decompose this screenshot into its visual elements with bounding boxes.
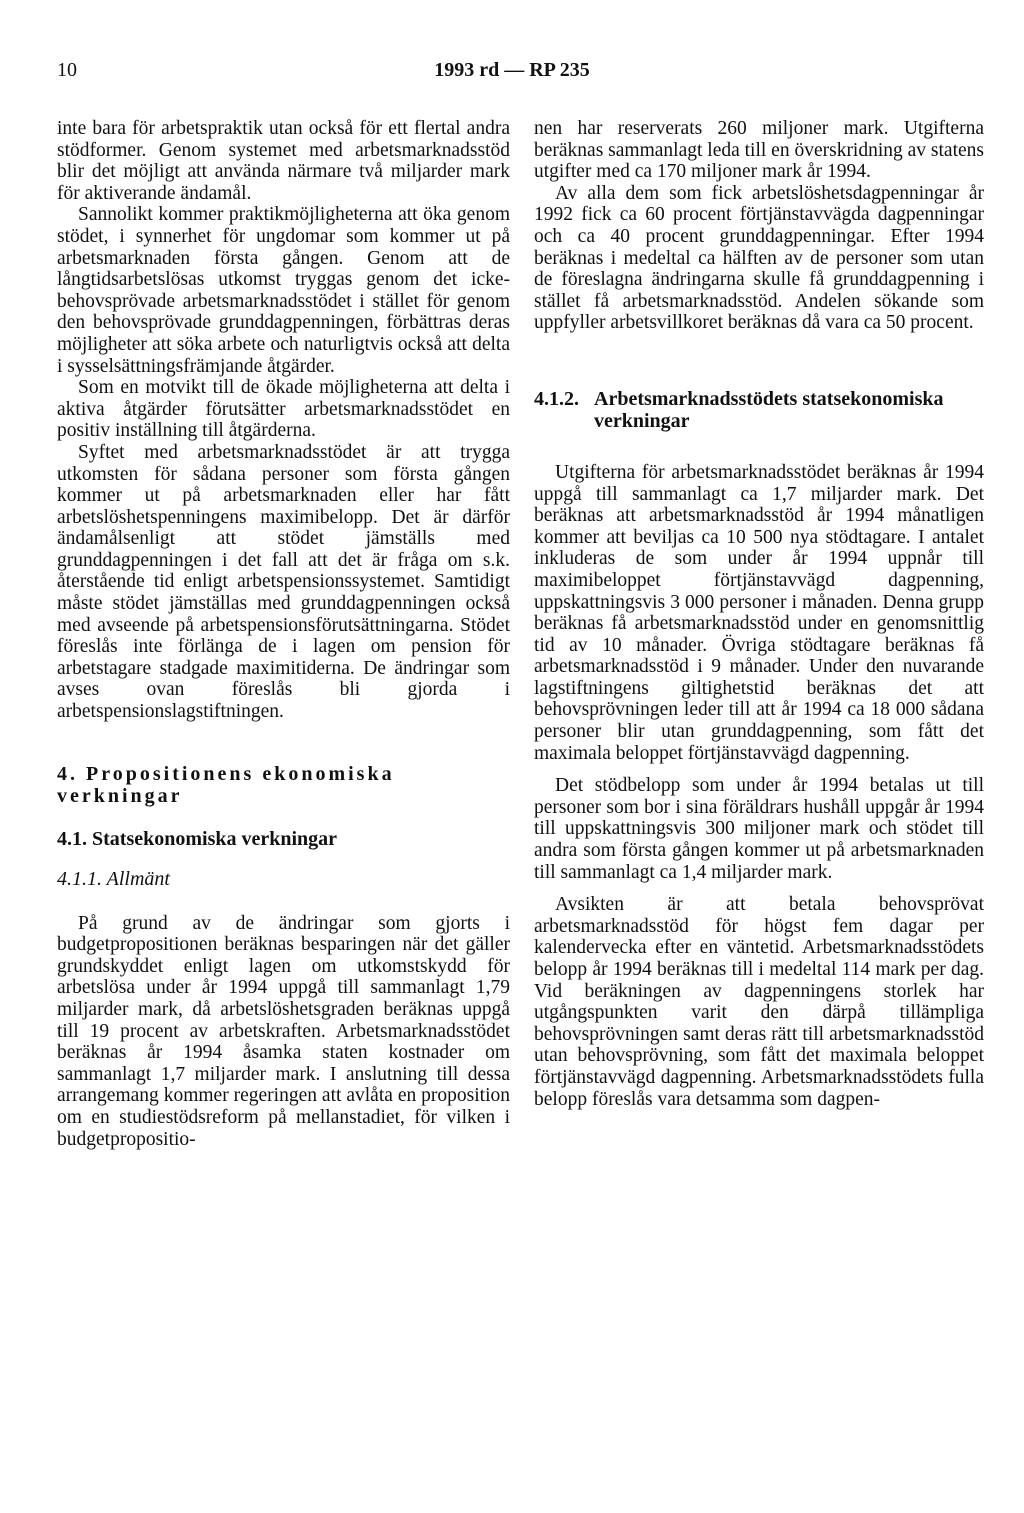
section-heading: 4. Propositionens ekonomiska verkningar [57, 762, 395, 807]
paragraph: Syftet med arbetsmarknadsstödet är att trygga utkomsten för sådana personer som första gången kommer ut på arbetsmarknaden eller har fått arbetslöshetspenningens maximibelopp. Det är därför ändamålsenligt att stödet jämställs med grunddagpenningen i det fall att det är fråga om s.k. återstående tid enligt arbetspensionssystemet. Samtidigt måste stödet jämställas med grunddagpenningen också med avseende på arbetspensionsförutsättningarna. Stödet föreslås inte förlänga de i lagen om pension för arbetstagare stadgade maximitiderna. De ändringar som avses ovan föreslås bli gjorda i arbetspensionslagstiftningen. [57, 441, 510, 723]
heading-number: 4.1.2. [534, 387, 579, 410]
paragraph: Av alla dem som fick arbetslöshetsdagpenningar år 1992 fick ca 60 procent förtjänstavvägda dagpenningar och ca 40 procent grunddagpenningar. Efter 1994 beräknas i medeltal ca hälften av de personer som utan de föreslagna ändringarna skulle få grunddagpenning i stället få arbetsmarknadsstöd. Andelen sökande som uppfyller arbetsvillkoret beräknas då vara ca 50 procent. [534, 182, 984, 334]
heading-text: Arbetsmarknadsstödets statsekonomiska verkningar [594, 387, 944, 432]
left-column [57, 118, 510, 1150]
running-title: 1993 rd — RP 235 [434, 59, 590, 81]
paragraph: inte bara för arbetspraktik utan också för ett flertal andra stödformer. Genom systemet med arbetsmarknadsstöd blir det möjligt att använda närmare två miljarder mark för aktiverande ändamål. [57, 118, 510, 204]
paragraph: nen har reserverats 260 miljoner mark. Utgifterna beräknas sammanlagt leda till en överskridning av statens utgifter med ca 170 miljoner mark år 1994. [534, 118, 984, 183]
paragraph: Det stödbelopp som under år 1994 betalas ut till personer som bor i sina föräldrars hushåll uppgår år 1994 till uppskattningsvis 300 miljoner mark och stödet till andra som första gången kommer ut på arbetsmarknaden till sammanlagt ca 1,4 miljarder mark. [534, 775, 984, 883]
paragraph: Som en motvikt till de ökade möjligheterna att delta i aktiva åtgärder förutsätter arbetsmarknadsstödet en positiv inställning till åtgärderna. [57, 377, 510, 442]
right-column [534, 118, 984, 1110]
paragraph: Avsikten är att betala behovsprövat arbetsmarknadsstöd för högst fem dagar per kalendervecka efter en väntetid. Arbetsmarknadsstödets belopp år 1994 beräknas till i medeltal 114 mark per dag. Vid beräkningen av dagpenningens storlek har utgångspunkten varit den därpå tillämpliga behovsprövningen samt deras rätt till arbetsmarknadsstöd utan behovsprövning, som fått det maximala beloppet förtjänstavvägd dagpenning. Arbetsmarknadsstödets fulla belopp föreslås vara detsamma som dagpen- [534, 894, 984, 1110]
subsubsection-heading: 4.1.1. Allmänt [57, 867, 170, 890]
page-number: 10 [57, 59, 77, 81]
paragraph: På grund av de ändringar som gjorts i budgetpropositionen beräknas besparingen när det gäller grundskyddet enligt lagen om utkomstskydd för arbetslösa under år 1994 uppgå till sammanlagt 1,79 miljarder mark, då arbetslöshetsgraden beräknas uppgå till 19 procent av arbetskraften. Arbetsmarknadsstödet beräknas år 1994 åsamka staten kostnader om sammanlagt 1,7 miljarder mark. I anslutning till dessa arrangemang kommer regeringen att avlåta en proposition om en studiestödsreform på mellanstadiet, för vilken i budgetpropositio- [57, 912, 510, 1150]
paragraph: Sannolikt kommer praktikmöjligheterna att öka genom stödet, i synnerhet för ungdomar som kommer ut på arbetsmarknaden första gången. Genom att de långtidsarbetslösas utkomst tryggas genom det icke-behovsprövade arbetsmarknadsstödet i stället för genom den behovsprövade grunddagpenningen, förbättras deras möjligheter att söka arbete och naturligtvis också att delta i sysselsättningsfrämjande åtgärder. [57, 204, 510, 377]
subsection-heading: 4.1. Statsekonomiska verkningar [57, 827, 338, 850]
subsection-heading [534, 388, 984, 432]
paragraph: Utgifterna för arbetsmarknadsstödet beräknas år 1994 uppgå till sammanlagt ca 1,7 miljarder mark. Det beräknas att arbetsmarknadsstöd år 1994 månatligen kommer att beviljas ca 10 500 nya stödtagare. I antalet inkluderas de som under år 1994 uppnår till maximibeloppet förtjänstavvägd dagpenning, uppskattningsvis 3 000 personer i månaden. Denna grupp beräknas få arbetsmarknadsstöd under en genomsnittlig tid av 10 månader. Övriga stödtagare beräknas få arbetsmarknadsstöd i 9 månader. Under den nuvarande lagstiftningens giltighetstid beräknas det att behovsprövningen leder till att år 1994 ca 18 000 sådana personer blir utan grunddagpenning, som fått det maximala beloppet förtjänstavvägd dagpenning. [534, 461, 984, 764]
